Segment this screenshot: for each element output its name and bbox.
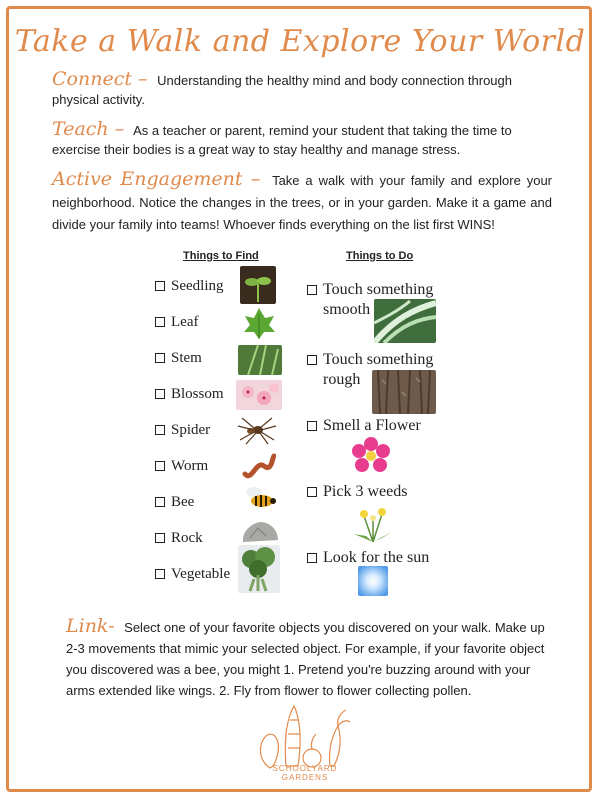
worm-photo [242,452,276,480]
find-label: Leaf [171,314,199,330]
weeds-photo [344,502,402,542]
teach-lead: Teach – [52,118,125,140]
blossom-photo [236,380,282,410]
do-item-look-sun[interactable] [307,548,429,568]
smooth-leaf-photo [374,299,436,343]
find-item-rock[interactable] [155,530,203,547]
do-label: Pick 3 weeds [323,483,408,500]
checkbox[interactable] [155,353,165,363]
active-engagement-section [52,168,552,236]
checkbox[interactable] [155,281,165,291]
stem-photo [238,345,282,375]
checkbox[interactable] [307,487,317,497]
do-item-pick-weeds[interactable] [307,482,407,502]
flower-photo [350,436,392,476]
do-label: Look for the sun [323,549,430,566]
find-item-bee[interactable] [155,494,194,511]
rock-photo [240,518,280,544]
connect-lead: Connect – [52,68,148,90]
do-label: Touch something [323,281,434,298]
find-label: Spider [171,422,211,438]
find-item-spider[interactable] [155,422,210,439]
checkbox[interactable] [155,317,165,327]
connect-section [52,70,552,109]
find-label: Bee [171,494,195,510]
checkbox[interactable] [307,553,317,563]
teach-section [52,120,552,159]
active-text: Take a walk with your family and explore your neighborhood. Notice the changes in the trees, or in your garden. Make it a game and divide your family into teams! Whoever finds everything on the list first WINS! [52,173,552,232]
checkbox[interactable] [155,569,165,579]
spider-photo [236,414,278,446]
checkbox[interactable] [307,421,317,431]
leaf-photo [242,306,276,340]
link-lead: Link- [66,615,115,637]
checkbox[interactable] [155,497,165,507]
do-label: Touch something [323,351,434,368]
teach-text: As a teacher or parent, remind your student that taking the time to exercise their bodies is a great way to stay healthy and manage stress. [52,123,512,157]
find-item-blossom[interactable] [155,386,224,403]
link-section [66,616,546,701]
do-label-cont: rough [323,371,361,388]
find-label: Blossom [171,386,224,402]
page-title: Take a Walk and Explore Your World [14,24,586,59]
vegetable-photo [238,545,280,593]
find-item-seedling[interactable] [155,278,224,295]
find-label: Stem [171,350,202,366]
things-to-do-heading: Things to Do [346,250,414,262]
checkbox[interactable] [155,461,165,471]
do-label-cont: smooth [323,301,371,318]
logo-text: SCHOOLYARD GARDENS [272,764,338,782]
find-item-worm[interactable] [155,458,208,475]
checkbox[interactable] [307,285,317,295]
find-item-stem[interactable] [155,350,202,367]
find-label: Rock [171,530,203,546]
checkbox[interactable] [155,425,165,435]
sun-photo [358,566,388,596]
find-label: Vegetable [171,566,231,582]
bee-photo [240,484,276,512]
seedling-photo [240,266,276,304]
bark-photo [372,370,436,414]
connect-text: Understanding the healthy mind and body connection through physical activity. [52,73,512,107]
checkbox[interactable] [307,355,317,365]
do-label: Smell a Flower [323,417,421,434]
active-lead: Active Engagement – [52,168,261,190]
checkbox[interactable] [155,533,165,543]
find-item-leaf[interactable] [155,314,198,331]
find-item-vegetable[interactable] [155,566,230,583]
do-item-smell-flower[interactable] [307,416,421,436]
find-label: Seedling [171,278,224,294]
checkbox[interactable] [155,389,165,399]
link-text: Select one of your favorite objects you discovered on your walk. Make up 2-3 movements that mimic your selected object. For example, if your favorite object you discovered was a bee, you might 1. Pretend you're buzzing around with your arms extended like wings. 2. Fly from flower to flower collecting pollen. [66,620,545,698]
things-to-find-heading: Things to Find [183,250,259,262]
find-label: Worm [171,458,209,474]
